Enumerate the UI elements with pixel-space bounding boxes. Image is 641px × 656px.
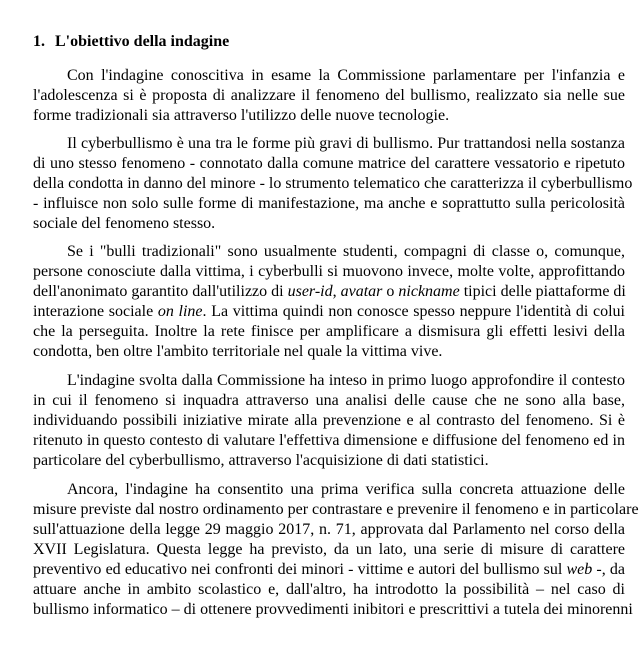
paragraph-2-line: di uno stesso fenomeno - connotato dalla comune matrice del carattere vessatorio e ripetuto bbox=[33, 155, 625, 172]
paragraph-1-line: Con l'indagine conoscitiva in esame la Commissione parlamentare per l'infanzia e bbox=[67, 67, 625, 84]
paragraph-2-line: - influisce non solo sulle forme di manifestazione, ma anche e soprattutto sulla pericolosità bbox=[33, 195, 625, 212]
paragraph-5-line: attuare anche in ambito scolastico e, dall'altro, ha introdotto la possibilità – nel caso di bbox=[33, 581, 625, 598]
paragraph-2-line: della condotta in danno del minore - lo strumento telematico che caratterizza il cyberbullismo bbox=[33, 175, 633, 192]
paragraph-4-line: ritenuto in questo contesto di valutare l'effettiva dimensione e diffusione del fenomeno ed in bbox=[33, 432, 625, 449]
section-number: 1. bbox=[33, 33, 45, 50]
paragraph-5-line: bullismo informatico – di ottenere provvedimenti inibitori e prescrittivi a tutela dei minorenni bbox=[33, 601, 633, 618]
paragraph-5-line: Ancora, l'indagine ha consentito una prima verifica sulla concreta attuazione delle bbox=[67, 481, 625, 498]
paragraph-3-line: interazione sociale on line. La vittima quindi non conosce spesso neppure l'identità di colui bbox=[33, 303, 625, 320]
paragraph-5-line: misure previste dal nostro ordinamento per contrastare e prevenire il fenomeno e in particolare bbox=[33, 501, 639, 518]
paragraph-3-line: condotta, ben oltre l'ambito territoriale nel quale la vittima vive. bbox=[33, 343, 443, 360]
section-heading bbox=[33, 32, 229, 52]
paragraph-3-line: Se i "bulli tradizionali" sono usualmente studenti, compagni di classe o, comunque, bbox=[67, 243, 625, 260]
paragraph-5-line: XVII Legislatura. Questa legge ha previsto, da un lato, una serie di misure di carattere bbox=[33, 541, 625, 558]
paragraph-4-line: individuando possibili iniziative mirate alla prevenzione e al contrasto del fenomeno. Si è bbox=[33, 412, 625, 429]
paragraph-3-line: dell'anonimato garantito dall'utilizzo di user-id, avatar o nickname tipici delle piattaforme di bbox=[33, 283, 626, 300]
paragraph-5-line: preventivo ed educativo nei confronti dei minori - vittime e autori del bullismo sul web -, da bbox=[33, 561, 625, 578]
paragraph-4-line: in cui il fenomeno si inquadra attraverso una analisi delle cause che ne sono alla base, bbox=[33, 392, 625, 409]
paragraph-3-line: che la perseguita. Inoltre la rete finisce per amplificare a dismisura gli effetti lesivi della bbox=[33, 323, 625, 340]
paragraph-3-line: persone conosciute dalla vittima, i cyberbulli si muovono invece, molte volte, approfittando bbox=[33, 263, 625, 280]
section-title: L'obiettivo della indagine bbox=[55, 33, 230, 50]
paragraph-4-line: particolare del cyberbullismo, attraverso l'acquisizione di dati statistici. bbox=[33, 452, 489, 469]
paragraph-1-line: l'adolescenza si è proposta di analizzare il fenomeno del bullismo, realizzato sia nelle sue bbox=[33, 87, 625, 104]
paragraph-4-line: L'indagine svolta dalla Commissione ha inteso in primo luogo approfondire il contesto bbox=[67, 372, 625, 389]
paragraph-2-line: Il cyberbullismo è una tra le forme più gravi di bullismo. Pur trattandosi nella sostanza bbox=[67, 135, 625, 152]
paragraph-5-line: sull'attuazione della legge 29 maggio 2017, n. 71, approvata dal Parlamento nel corso della bbox=[33, 521, 625, 538]
paragraph-1-line: forme tradizionali sia attraverso l'utilizzo delle nuove tecnologie. bbox=[33, 107, 450, 124]
paragraph-2-line: sociale del fenomeno stesso. bbox=[33, 215, 216, 232]
